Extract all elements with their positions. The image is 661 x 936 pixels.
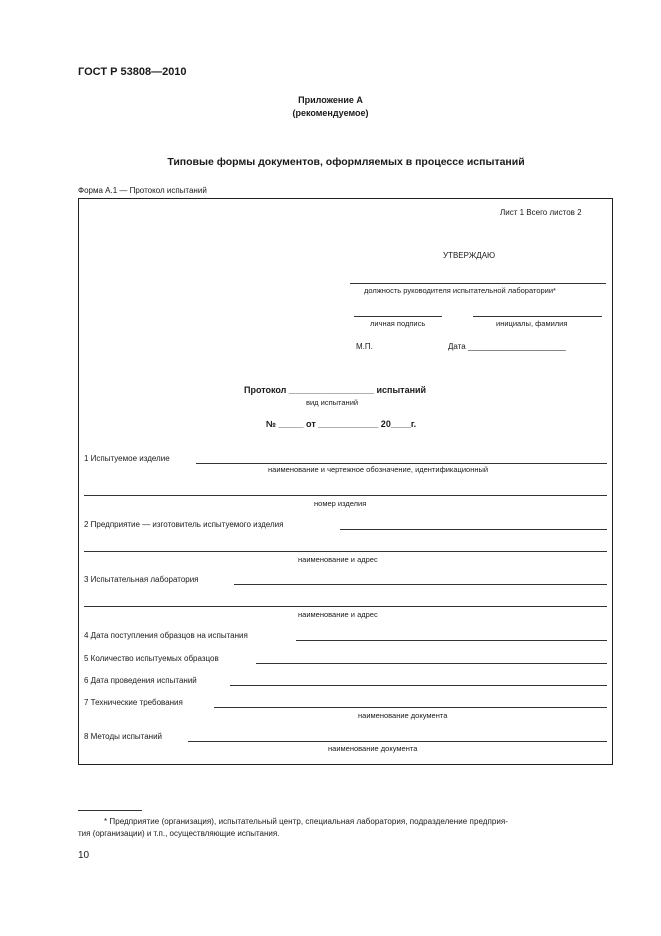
date-label: Дата ______________________	[448, 342, 566, 351]
item8-line	[188, 741, 607, 742]
item2-line	[340, 529, 607, 530]
item1-caption: наименование и чертежное обозначение, идентификационный	[268, 465, 489, 474]
page-number: 10	[78, 850, 90, 861]
section-title: Типовые формы документов, оформляемых в процессе испытаний	[167, 156, 525, 168]
stamp-label: М.П.	[356, 342, 373, 351]
appendix-subtitle: (рекомендуемое)	[292, 108, 369, 118]
item2-line2	[84, 551, 607, 552]
item7-caption: наименование документа	[358, 711, 448, 720]
item3-caption: наименование и адрес	[298, 610, 378, 619]
item8-caption: наименование документа	[328, 744, 418, 753]
item2-caption: наименование и адрес	[298, 555, 378, 564]
item1-line2	[84, 495, 607, 496]
item4-label: 4 Дата поступления образцов на испытания	[84, 631, 248, 640]
item6-label: 6 Дата проведения испытаний	[84, 676, 197, 685]
item3-label: 3 Испытательная лаборатория	[84, 575, 199, 584]
protocol-caption: вид испытаний	[306, 398, 359, 407]
item1-caption2: номер изделия	[314, 499, 367, 508]
name-caption: инициалы, фамилия	[496, 319, 568, 328]
item3-line	[234, 584, 607, 585]
item3-line2	[84, 606, 607, 607]
protocol-number-line: № _____ от ____________ 20____г.	[266, 419, 417, 429]
item5-label: 5 Количество испытуемых образцов	[84, 654, 219, 663]
item6-line	[230, 685, 607, 686]
footnote-separator	[78, 810, 142, 811]
footnote-line2: тия (организации) и т.п., осуществляющие испытания.	[78, 829, 280, 838]
item8-label: 8 Методы испытаний	[84, 732, 163, 741]
form-caption: Форма А.1 — Протокол испытаний	[78, 186, 207, 195]
signature-line	[354, 316, 442, 317]
approve-label: УТВЕРЖДАЮ	[443, 251, 496, 260]
standard-number: ГОСТ Р 53808—2010	[78, 66, 187, 78]
appendix-title: Приложение А	[298, 95, 363, 105]
sheet-count: Лист 1 Всего листов 2	[500, 208, 582, 217]
footnote-line1: * Предприятие (организация), испытательный центр, специальная лаборатория, подразделение предприя-	[104, 817, 508, 826]
item5-line	[256, 663, 607, 664]
position-line	[350, 283, 606, 284]
name-line	[473, 316, 602, 317]
position-caption: должность руководителя испытательной лаборатории*	[364, 286, 556, 295]
item1-label: 1 Испытуемое изделие	[84, 454, 170, 463]
protocol-label: Протокол _________________ испытаний	[244, 385, 427, 395]
item2-label: 2 Предприятие — изготовитель испытуемого изделия	[84, 520, 284, 529]
item4-line	[296, 640, 607, 641]
item7-line	[214, 707, 607, 708]
item1-line	[196, 463, 607, 464]
item7-label: 7 Технические требования	[84, 698, 183, 707]
signature-caption: личная подпись	[370, 319, 426, 328]
